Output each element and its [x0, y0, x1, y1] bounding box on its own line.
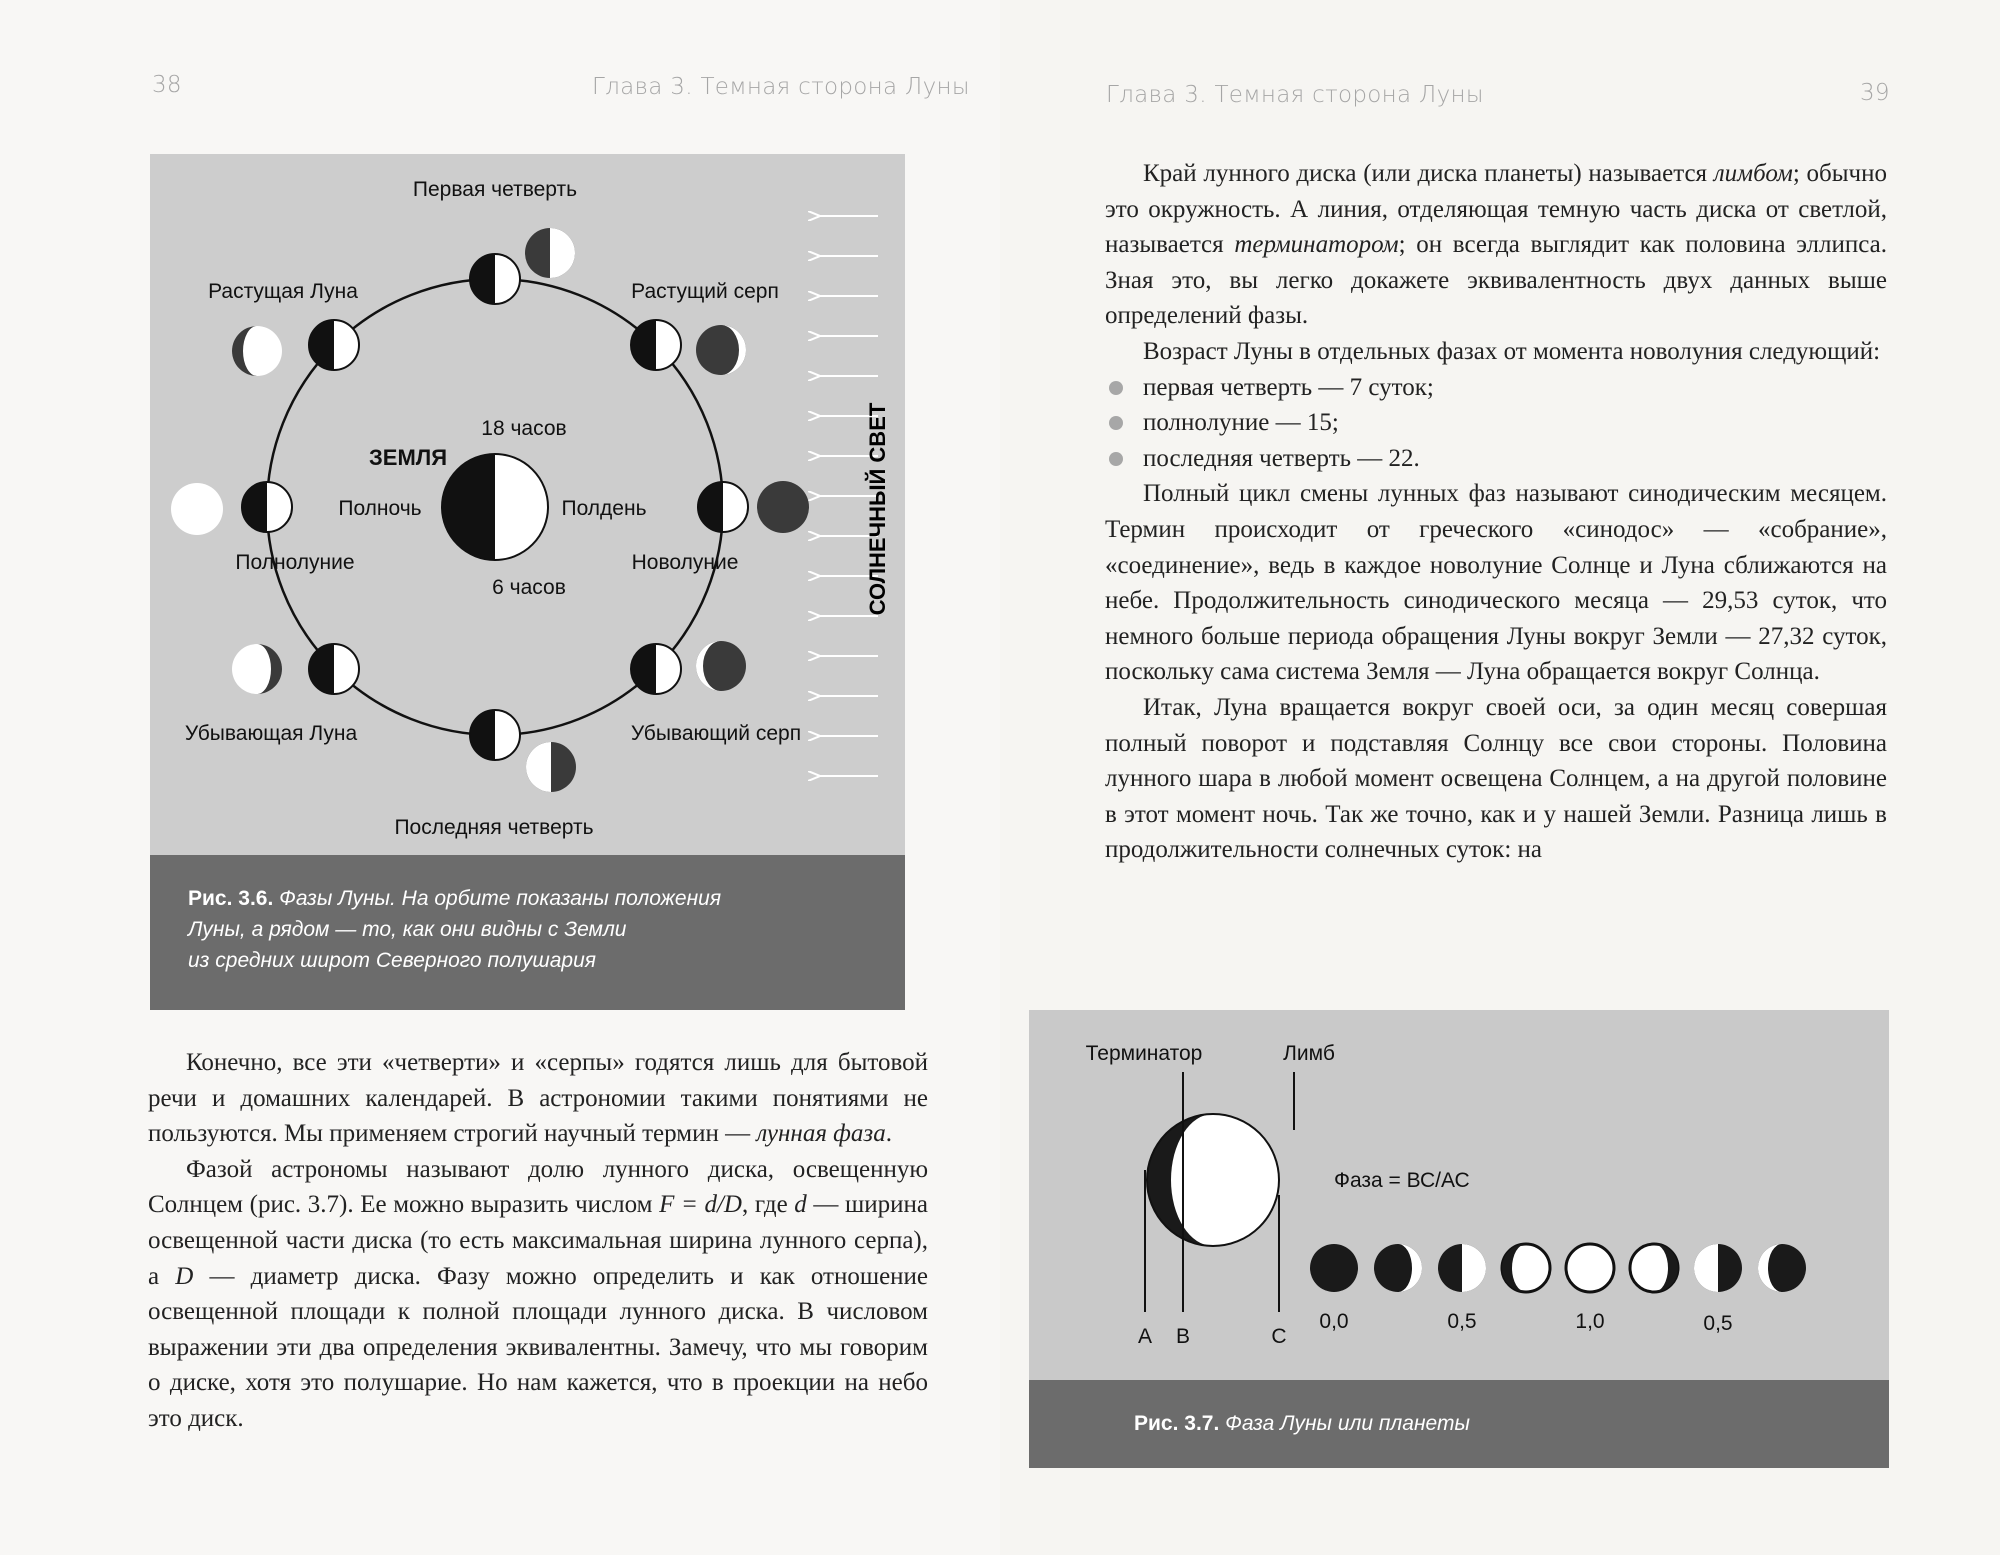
bullet-icon	[1109, 416, 1123, 430]
phase-disc-1	[1310, 1244, 1358, 1292]
term-terminator: терминатором	[1234, 231, 1399, 259]
phase-disc-2	[1374, 1244, 1422, 1292]
label-waxing-crescent: Растущий серп	[631, 280, 779, 303]
running-head-right: Глава 3. Темная сторона Луны	[1106, 82, 1484, 108]
caption-line-2: Луны, а рядом — то, как они видны с Земли	[188, 918, 627, 941]
seen-moon-last-quarter	[526, 742, 576, 792]
list-item	[1105, 441, 1887, 477]
orbit-moon-waning-gibbous	[309, 644, 359, 694]
left-page-text	[148, 1045, 928, 1437]
label-waxing-gibbous: Растущая Луна	[208, 280, 358, 303]
seen-moon-first-quarter	[525, 228, 575, 278]
orbit-moon-first-quarter	[470, 254, 520, 304]
bullet-icon	[1109, 381, 1123, 395]
moon-phases-diagram	[150, 154, 905, 854]
label-full-moon: Полнолуние	[235, 551, 355, 574]
figure-moon-phase	[1029, 1010, 1889, 1468]
right-paragraph-4: Итак, Луна вращается вокруг своей оси, за один месяц совершая полный поворот и подставляя Солнцу все свои стороны. Половина лунного шара в любой момент освещена Солнцем, а на другой половине в этот момент ночь. Так же точно, как и у нашей Земли. Разница лишь в продолжительности солнечных суток: на	[1105, 693, 1887, 864]
point-b-label: В	[1175, 1325, 1191, 1348]
left-p2-text-b: , где	[741, 1191, 788, 1219]
moon-age-list	[1105, 370, 1887, 477]
right-paragraph-3: Полный цикл смены лунных фаз называют синодическим месяцем. Термин происходит от греческого «синодос» — «собрание», «соединение», ведь в каждое новолуние Солнце и Луна сближаются на небе. Продолжительность синодического месяца — 29,53 суток, что немного больше периода обращения Луны вокруг Земли — 27,32 суток, поскольку сама система Земля — Луна обращается вокруг Солнца.	[1105, 480, 1887, 686]
phase-disc-3	[1438, 1244, 1486, 1292]
right-paragraph-1	[1105, 156, 1887, 334]
formula-f: F = d/D	[659, 1191, 742, 1219]
label-18-hours: 18 часов	[481, 417, 567, 440]
seen-moon-waxing-crescent	[696, 325, 746, 375]
list-item-text: полнолуние — 15;	[1143, 409, 1339, 437]
phase-disc-4	[1502, 1244, 1550, 1292]
point-c-label: С	[1271, 1325, 1287, 1348]
list-item	[1105, 405, 1887, 441]
phase-value-0: 0,0	[1319, 1310, 1349, 1333]
seen-moon-waxing-gibbous	[232, 326, 282, 376]
caption-line-3: из средних широт Северного полушария	[188, 949, 597, 972]
label-last-quarter: Последняя четверть	[394, 816, 594, 839]
running-head-left: Глава 3. Темная сторона Луны	[592, 74, 970, 100]
label-new-moon: Новолуние	[631, 551, 739, 574]
phase-disc-7	[1694, 1244, 1742, 1292]
right-page-text	[1105, 156, 1887, 868]
label-earth: ЗЕМЛЯ	[368, 445, 448, 470]
figure-3-7-caption	[1029, 1380, 1889, 1468]
list-item-text: последняя четверть — 22.	[1143, 444, 1420, 472]
list-item-text: первая четверть — 7 суток;	[1143, 373, 1434, 401]
var-d: d	[794, 1191, 807, 1219]
label-noon: Полдень	[561, 497, 647, 520]
phase-disc-8	[1758, 1244, 1806, 1292]
var-D: D	[175, 1262, 194, 1290]
phase-value-1: 0,5	[1447, 1310, 1477, 1333]
label-limb: Лимб	[1283, 1042, 1335, 1065]
phase-disc-5	[1566, 1244, 1614, 1292]
caption-line-1: Фазы Луны. На орбите показаны положения	[279, 887, 722, 910]
label-waning-gibbous: Убывающая Луна	[184, 722, 358, 745]
right-page	[1000, 0, 2000, 1555]
seen-moon-waning-gibbous	[232, 644, 282, 694]
phase-diagram	[1029, 1010, 1889, 1380]
page-number-right: 39	[1860, 80, 1890, 106]
orbit-moon-full	[242, 482, 292, 532]
left-p2-text-e: — диаметр диска. Фазу можно определить и как отношение освещенной площади к полной площади лунного диска. В числовом выражении эти два определения эквивалентны. Замечу, что мы говорим о диске, хотя это полушарие. Но нам кажется, что в проекции на небо это диск.	[148, 1262, 929, 1432]
right-paragraph-2: Возраст Луны в отдельных фазах от момента новолуния следующий:	[1143, 337, 1881, 365]
phase-value-2: 1,0	[1575, 1310, 1605, 1333]
label-6-hours: 6 часов	[492, 576, 566, 599]
seen-moon-new	[757, 481, 809, 533]
right-p1-text-c: ; он всегда выглядит как половина эллипса. Зная это, вы легко докажете эквивалентность двух данных выше определений фазы.	[1105, 231, 1887, 330]
phase-row	[1310, 1244, 1806, 1292]
orbit-moon-waning-crescent	[631, 644, 681, 694]
left-p1-text: Конечно, все эти «четверти» и «серпы» годятся лишь для бытовой речи и домашних календарей. В астрономии такими понятиями не пользуются. Мы применяем строгий научный термин —	[148, 1049, 928, 1148]
term-lunar-phase: лунная фаза	[756, 1120, 886, 1148]
phase-disc-6	[1630, 1244, 1678, 1292]
caption-label-3-6: Рис. 3.6.	[188, 887, 274, 910]
bullet-icon	[1109, 452, 1123, 466]
figure-moon-phases	[150, 154, 905, 1010]
point-a-label: А	[1137, 1325, 1153, 1348]
phase-moon-disc	[1147, 1114, 1279, 1246]
list-item	[1105, 370, 1887, 406]
label-first-quarter: Первая четверть	[412, 178, 578, 201]
orbit-moon-waxing-gibbous	[309, 320, 359, 370]
orbit-moon-last-quarter	[470, 710, 520, 760]
label-terminator: Терминатор	[1085, 1042, 1203, 1065]
caption-text-3-7: Фаза Луны или планеты	[1225, 1412, 1470, 1435]
orbit-moon-new	[698, 482, 748, 532]
phase-formula: Фаза = ВС/АС	[1334, 1169, 1470, 1192]
caption-label-3-7: Рис. 3.7.	[1134, 1412, 1220, 1435]
left-p1-end: .	[885, 1120, 892, 1148]
right-p1-text-a: Край лунного диска (или диска планеты) называется	[1143, 160, 1708, 187]
right-p1-text-b: ; обычно это окружность. А линия, отделяющая темную часть диска от светлой, называется	[1105, 160, 1887, 259]
phase-value-3: 0,5	[1703, 1312, 1733, 1335]
left-paragraph-1	[148, 1045, 928, 1152]
left-paragraph-2	[148, 1152, 928, 1437]
label-waning-crescent: Убывающий серп	[630, 722, 802, 745]
orbit-moon-waxing-crescent	[631, 320, 681, 370]
left-p2-text-c: — ширина освещенной части диска (то есть максимальная ширина лунного серпа), а	[148, 1191, 929, 1290]
left-p2-text-a: Фазой астрономы называют долю лунного диска, освещенную Солнцем (рис. 3.7). Ее можно выразить числом	[148, 1155, 928, 1219]
page-number-left: 38	[152, 72, 182, 98]
seen-moon-waning-crescent	[696, 641, 746, 691]
label-midnight: Полночь	[338, 497, 422, 520]
term-limb: лимбом	[1713, 160, 1793, 187]
figure-3-6-caption	[150, 855, 905, 1010]
seen-moon-full	[171, 483, 223, 535]
earth	[442, 454, 548, 560]
sunlight-label: СОЛНЕЧНЫЙ СВЕТ	[865, 402, 890, 616]
